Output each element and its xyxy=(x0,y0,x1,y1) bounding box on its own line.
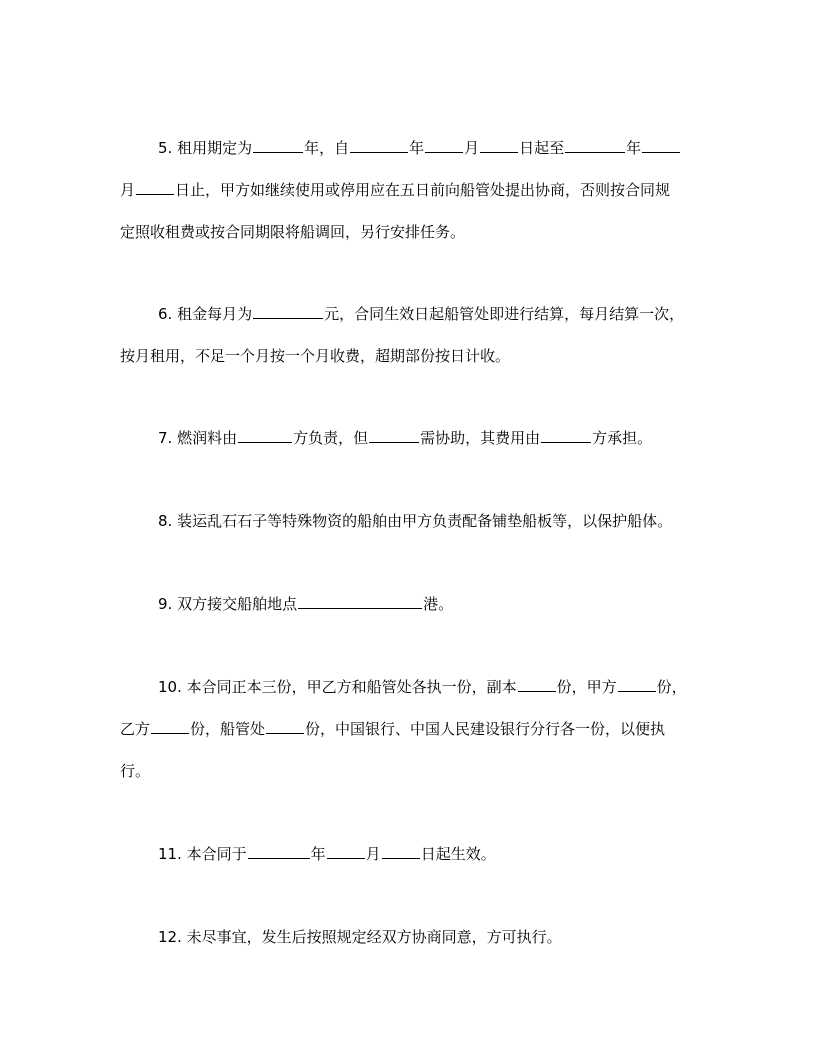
blank-field[interactable] xyxy=(298,594,422,609)
clause-10-line-1: 10. 本合同正本三份，甲乙方和船管处各执一份，副本 份，甲方 份， xyxy=(158,678,687,696)
blank-field[interactable] xyxy=(369,428,419,443)
clause-9-line-1: 9. 双方接交船舶地点 港。 xyxy=(158,595,454,613)
clause-6-line-2: 按月租用，不足一个月按一个月收费，超期部份按日计收。 xyxy=(120,347,511,365)
clause-number: 10. xyxy=(158,678,182,696)
clause-6-line-1: 6. 租金每月为 元，合同生效日起船管处即进行结算，每月结算一次， xyxy=(158,305,685,323)
clause-5-line-2: 月 日止，甲方如继续使用或停用应在五日前向船管处提出协商，否则按合同规 xyxy=(120,181,671,199)
blank-field[interactable] xyxy=(518,677,556,692)
blank-field[interactable] xyxy=(266,719,304,734)
blank-field[interactable] xyxy=(253,138,303,153)
clause-number: 5. xyxy=(158,139,173,157)
blank-field[interactable] xyxy=(642,138,680,153)
clause-6 xyxy=(120,293,700,377)
clause-11 xyxy=(120,833,700,875)
clause-number: 11. xyxy=(158,845,182,863)
clause-10 xyxy=(120,666,700,792)
blank-field[interactable] xyxy=(382,844,420,859)
clause-12-line-1: 12. 未尽事宜，发生后按照规定经双方协商同意，方可执行。 xyxy=(158,928,562,946)
clause-number: 7. xyxy=(158,429,173,447)
clause-9 xyxy=(120,583,700,625)
clause-12 xyxy=(120,916,700,958)
blank-field[interactable] xyxy=(238,428,292,443)
clause-number: 8. xyxy=(158,512,173,530)
clause-7 xyxy=(120,417,700,459)
blank-field[interactable] xyxy=(565,138,625,153)
clause-10-line-3: 行。 xyxy=(120,762,151,780)
clause-8-line-1: 8. 装运乱石石子等特殊物资的船舶由甲方负责配备铺垫船板等，以保护船体。 xyxy=(158,512,673,530)
blank-field[interactable] xyxy=(151,719,189,734)
blank-field[interactable] xyxy=(136,180,174,195)
blank-field[interactable] xyxy=(425,138,463,153)
blank-field[interactable] xyxy=(327,844,365,859)
blank-field[interactable] xyxy=(248,844,310,859)
clause-5 xyxy=(120,127,700,253)
clause-5-line-3: 定照收租费或按合同期限将船调回，另行安排任务。 xyxy=(120,223,466,241)
clause-10-line-2: 乙方 份，船管处 份，中国银行、中国人民建设银行分行各一份，以便执 xyxy=(120,720,666,738)
blank-field[interactable] xyxy=(253,304,323,319)
clause-7-line-1: 7. 燃润料由 方负责，但 需协助，其费用由 方承担。 xyxy=(158,429,653,447)
clause-8 xyxy=(120,500,700,542)
blank-field[interactable] xyxy=(480,138,518,153)
clause-number: 9. xyxy=(158,595,173,613)
clause-number: 12. xyxy=(158,928,182,946)
blank-field[interactable] xyxy=(350,138,408,153)
blank-field[interactable] xyxy=(541,428,591,443)
clause-11-line-1: 11. 本合同于 年 月 日起生效。 xyxy=(158,845,496,863)
clause-number: 6. xyxy=(158,305,173,323)
clause-5-line-1: 5. 租用期定为 年，自 年 月 日起至 年 xyxy=(120,127,700,169)
blank-field[interactable] xyxy=(618,677,656,692)
